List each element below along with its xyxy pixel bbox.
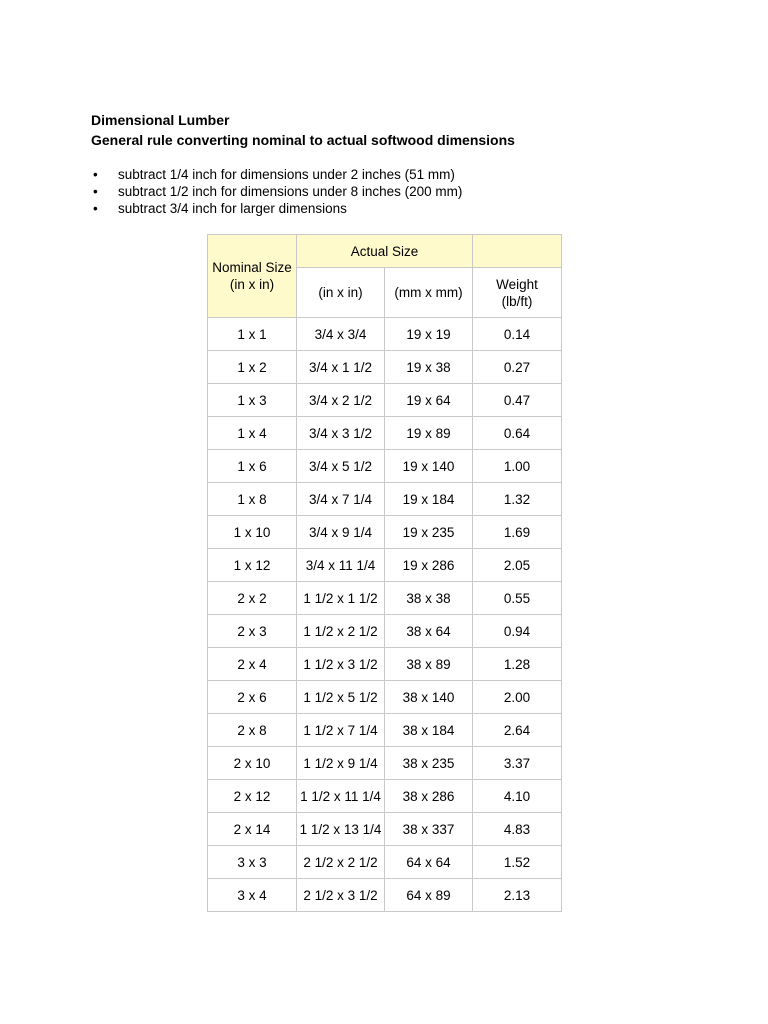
weight-cell: 1.00 <box>473 450 562 483</box>
conversion-rules-list <box>91 166 462 217</box>
actual-in-cell: 3/4 x 3 1/2 <box>297 417 385 450</box>
table-row <box>208 747 562 780</box>
actual-mm-cell: 19 x 64 <box>385 384 473 417</box>
table-row <box>208 714 562 747</box>
weight-cell: 0.27 <box>473 351 562 384</box>
rule-text: subtract 1/2 inch for dimensions under 8 inches (200 mm) <box>118 184 463 199</box>
table-row <box>208 549 562 582</box>
actual-size-header: Actual Size <box>297 235 473 268</box>
actual-in-cell: 3/4 x 7 1/4 <box>297 483 385 516</box>
table-row <box>208 681 562 714</box>
table-row <box>208 450 562 483</box>
actual-mm-cell: 38 x 140 <box>385 681 473 714</box>
nominal-size-header-line1: Nominal Size <box>212 260 292 275</box>
nominal-size-cell: 1 x 1 <box>208 318 297 351</box>
weight-header-line1: Weight <box>496 276 538 292</box>
table-header-row <box>208 235 562 268</box>
actual-mm-cell: 19 x 184 <box>385 483 473 516</box>
weight-cell: 0.64 <box>473 417 562 450</box>
weight-header <box>473 268 562 318</box>
bullet-icon: • <box>93 201 98 216</box>
weight-cell: 0.47 <box>473 384 562 417</box>
weight-cell: 4.83 <box>473 813 562 846</box>
table-row <box>208 582 562 615</box>
nominal-size-cell: 1 x 6 <box>208 450 297 483</box>
actual-mm-cell: 38 x 235 <box>385 747 473 780</box>
actual-mm-cell: 38 x 337 <box>385 813 473 846</box>
actual-in-cell: 1 1/2 x 1 1/2 <box>297 582 385 615</box>
nominal-size-cell: 1 x 8 <box>208 483 297 516</box>
nominal-size-cell: 2 x 2 <box>208 582 297 615</box>
rule-item <box>91 166 462 183</box>
nominal-size-cell: 2 x 10 <box>208 747 297 780</box>
table-row <box>208 879 562 912</box>
nominal-size-cell: 2 x 8 <box>208 714 297 747</box>
nominal-size-cell: 2 x 14 <box>208 813 297 846</box>
actual-in-cell: 1 1/2 x 5 1/2 <box>297 681 385 714</box>
rule-text: subtract 1/4 inch for dimensions under 2 inches (51 mm) <box>118 167 455 182</box>
table-row <box>208 351 562 384</box>
nominal-size-header-line2: (in x in) <box>229 277 275 292</box>
weight-cell: 2.13 <box>473 879 562 912</box>
actual-in-cell: 1 1/2 x 3 1/2 <box>297 648 385 681</box>
page-subtitle: General rule converting nominal to actual softwood dimensions <box>91 132 515 148</box>
actual-in-cell: 2 1/2 x 3 1/2 <box>297 879 385 912</box>
actual-mm-cell: 19 x 19 <box>385 318 473 351</box>
table-row <box>208 483 562 516</box>
nominal-size-cell: 3 x 3 <box>208 846 297 879</box>
table-row <box>208 384 562 417</box>
weight-cell: 0.55 <box>473 582 562 615</box>
actual-mm-header: (mm x mm) <box>385 268 473 318</box>
weight-cell: 4.10 <box>473 780 562 813</box>
nominal-size-cell: 1 x 12 <box>208 549 297 582</box>
actual-mm-cell: 38 x 38 <box>385 582 473 615</box>
actual-in-cell: 3/4 x 1 1/2 <box>297 351 385 384</box>
actual-mm-cell: 64 x 64 <box>385 846 473 879</box>
table-row <box>208 813 562 846</box>
nominal-size-header <box>208 235 297 318</box>
table-row <box>208 846 562 879</box>
actual-mm-cell: 19 x 38 <box>385 351 473 384</box>
weight-header-line2: (lb/ft) <box>501 293 533 309</box>
actual-in-cell: 3/4 x 5 1/2 <box>297 450 385 483</box>
nominal-size-cell: 1 x 2 <box>208 351 297 384</box>
nominal-size-cell: 2 x 4 <box>208 648 297 681</box>
weight-cell: 0.14 <box>473 318 562 351</box>
nominal-size-cell: 1 x 4 <box>208 417 297 450</box>
rule-text: subtract 3/4 inch for larger dimensions <box>118 201 347 216</box>
actual-in-header: (in x in) <box>297 268 385 318</box>
actual-in-cell: 2 1/2 x 2 1/2 <box>297 846 385 879</box>
actual-mm-cell: 19 x 89 <box>385 417 473 450</box>
weight-cell: 2.64 <box>473 714 562 747</box>
weight-cell: 1.28 <box>473 648 562 681</box>
nominal-size-cell: 2 x 6 <box>208 681 297 714</box>
actual-in-cell: 1 1/2 x 2 1/2 <box>297 615 385 648</box>
rule-item <box>91 183 462 200</box>
weight-cell: 1.32 <box>473 483 562 516</box>
actual-mm-cell: 38 x 184 <box>385 714 473 747</box>
actual-in-cell: 1 1/2 x 9 1/4 <box>297 747 385 780</box>
table-row <box>208 318 562 351</box>
table-body <box>208 235 562 912</box>
lumber-dimensions-table <box>207 234 562 912</box>
nominal-size-cell: 3 x 4 <box>208 879 297 912</box>
actual-in-cell: 3/4 x 2 1/2 <box>297 384 385 417</box>
bullet-icon: • <box>93 167 98 182</box>
nominal-size-cell: 2 x 12 <box>208 780 297 813</box>
table-row <box>208 417 562 450</box>
bullet-icon: • <box>93 184 98 199</box>
table-row <box>208 780 562 813</box>
nominal-size-cell: 1 x 3 <box>208 384 297 417</box>
header-empty-cell <box>473 235 562 268</box>
weight-cell: 2.00 <box>473 681 562 714</box>
actual-mm-cell: 19 x 235 <box>385 516 473 549</box>
weight-cell: 0.94 <box>473 615 562 648</box>
rule-item <box>91 200 462 217</box>
page-title: Dimensional Lumber <box>91 112 230 128</box>
actual-mm-cell: 38 x 286 <box>385 780 473 813</box>
actual-mm-cell: 38 x 64 <box>385 615 473 648</box>
table-row <box>208 615 562 648</box>
table-row <box>208 516 562 549</box>
actual-mm-cell: 19 x 140 <box>385 450 473 483</box>
actual-in-cell: 3/4 x 11 1/4 <box>297 549 385 582</box>
table-row <box>208 648 562 681</box>
actual-in-cell: 1 1/2 x 11 1/4 <box>297 780 385 813</box>
weight-cell: 1.69 <box>473 516 562 549</box>
actual-in-cell: 3/4 x 9 1/4 <box>297 516 385 549</box>
nominal-size-cell: 2 x 3 <box>208 615 297 648</box>
actual-mm-cell: 64 x 89 <box>385 879 473 912</box>
nominal-size-cell: 1 x 10 <box>208 516 297 549</box>
actual-mm-cell: 19 x 286 <box>385 549 473 582</box>
weight-cell: 1.52 <box>473 846 562 879</box>
weight-cell: 3.37 <box>473 747 562 780</box>
actual-in-cell: 1 1/2 x 13 1/4 <box>297 813 385 846</box>
weight-cell: 2.05 <box>473 549 562 582</box>
actual-in-cell: 3/4 x 3/4 <box>297 318 385 351</box>
actual-mm-cell: 38 x 89 <box>385 648 473 681</box>
actual-in-cell: 1 1/2 x 7 1/4 <box>297 714 385 747</box>
